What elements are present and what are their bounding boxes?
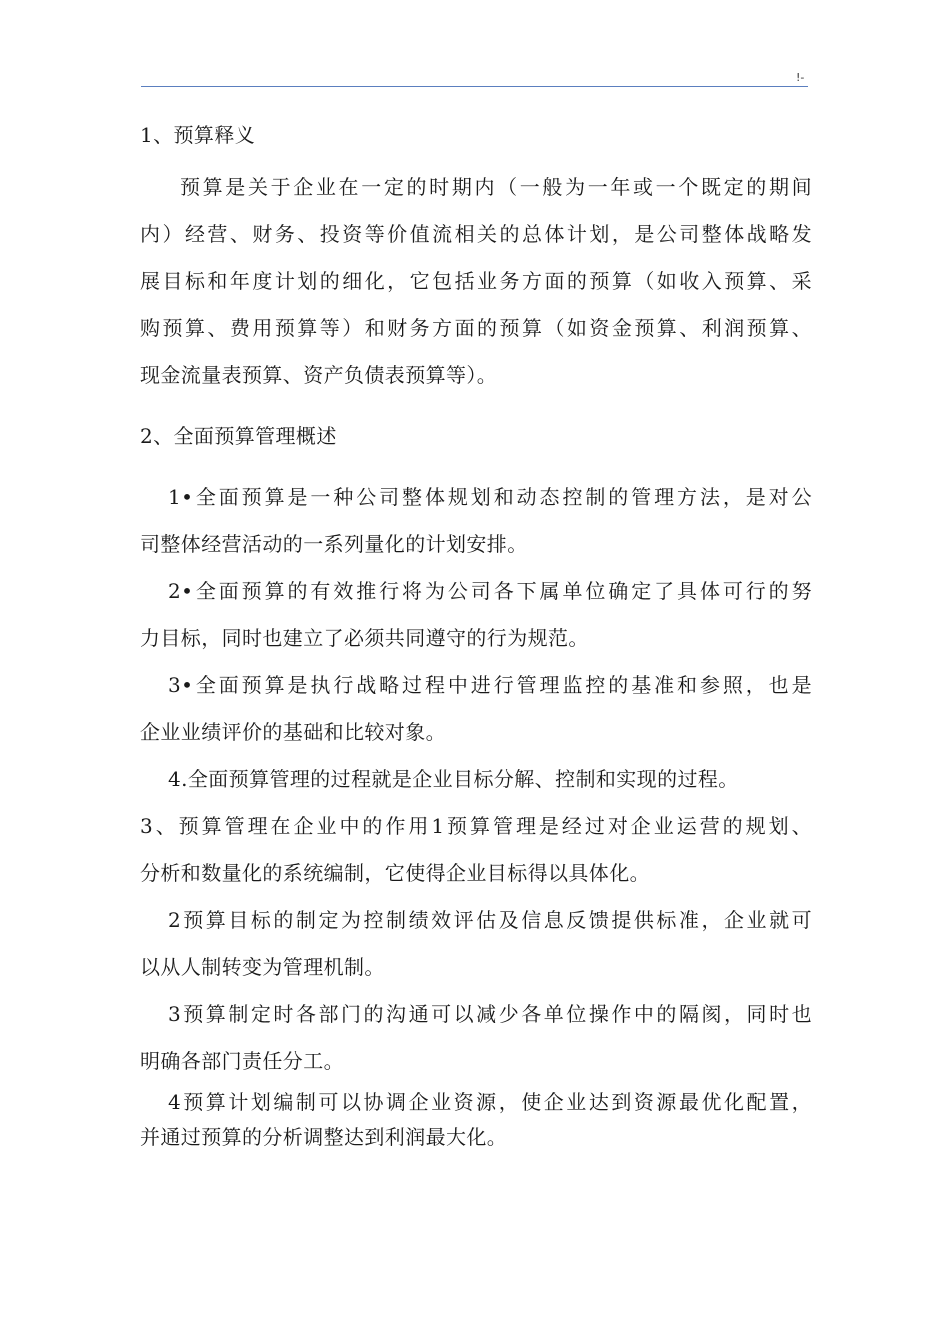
section-3-heading-line: 3、预算管理在企业中的作用1预算管理是经过对企业运营的规划、	[140, 814, 812, 838]
section-2-item-1	[140, 474, 812, 568]
text-line: 力目标，同时也建立了必须共同遵守的行为规范。	[140, 626, 589, 650]
text-line: 展目标和年度计划的细化，它包括业务方面的预算（如收入预算、采	[140, 269, 812, 293]
text-line: 并通过预算的分析调整达到利润最大化。	[140, 1125, 508, 1149]
section-2-item-4	[140, 756, 812, 803]
text-line: 3•全面预算是执行战略过程中进行管理监控的基准和参照，也是	[168, 673, 812, 697]
text-line: 企业业绩评价的基础和比较对象。	[140, 720, 446, 744]
text-line: 购预算、费用预算等）和财务方面的预算（如资金预算、利润预算、	[140, 316, 812, 340]
text-line: 现金流量表预算、资产负债表预算等）。	[140, 363, 498, 387]
section-3-heading	[140, 803, 812, 897]
section-2-heading: 2、全面预算管理概述	[140, 424, 337, 448]
text-line: 3预算制定时各部门的沟通可以减少各单位操作中的隔阂，同时也	[168, 1002, 812, 1026]
text-line: 司整体经营活动的一系列量化的计划安排。	[140, 532, 528, 556]
section-3-heading-cont: 分析和数量化的系统编制，它使得企业目标得以具体化。	[140, 861, 650, 885]
text-line: 预算是关于企业在一定的时期内（一般为一年或一个既定的期间	[180, 175, 812, 199]
text-line: 2•全面预算的有效推行将为公司各下属单位确定了具体可行的努	[168, 579, 812, 603]
text-line: 4预算计划编制可以协调企业资源，使企业达到资源最优化配置，	[168, 1090, 812, 1114]
section-2-item-3	[140, 662, 812, 756]
text-line: 4.全面预算管理的过程就是企业目标分解、控制和实现的过程。	[168, 767, 739, 791]
document-body	[140, 112, 812, 1155]
section-1-heading: 1、预算释义	[140, 123, 256, 147]
text-line: 1•全面预算是一种公司整体规划和动态控制的管理方法，是对公	[168, 485, 812, 509]
section-2-item-2	[140, 568, 812, 662]
section-1-paragraph-1	[140, 164, 812, 399]
header-mark: !-	[796, 71, 805, 84]
text-line: 明确各部门责任分工。	[140, 1049, 344, 1073]
text-line: 内）经营、财务、投资等价值流相关的总体计划，是公司整体战略发	[140, 222, 812, 246]
text-line: 2预算目标的制定为控制绩效评估及信息反馈提供标准，企业就可	[168, 908, 812, 932]
header-rule	[141, 86, 808, 87]
section-3-item-3	[140, 991, 812, 1085]
section-3-item-4	[140, 1085, 812, 1155]
text-line: 以从人制转变为管理机制。	[140, 955, 385, 979]
section-3-item-2	[140, 897, 812, 991]
